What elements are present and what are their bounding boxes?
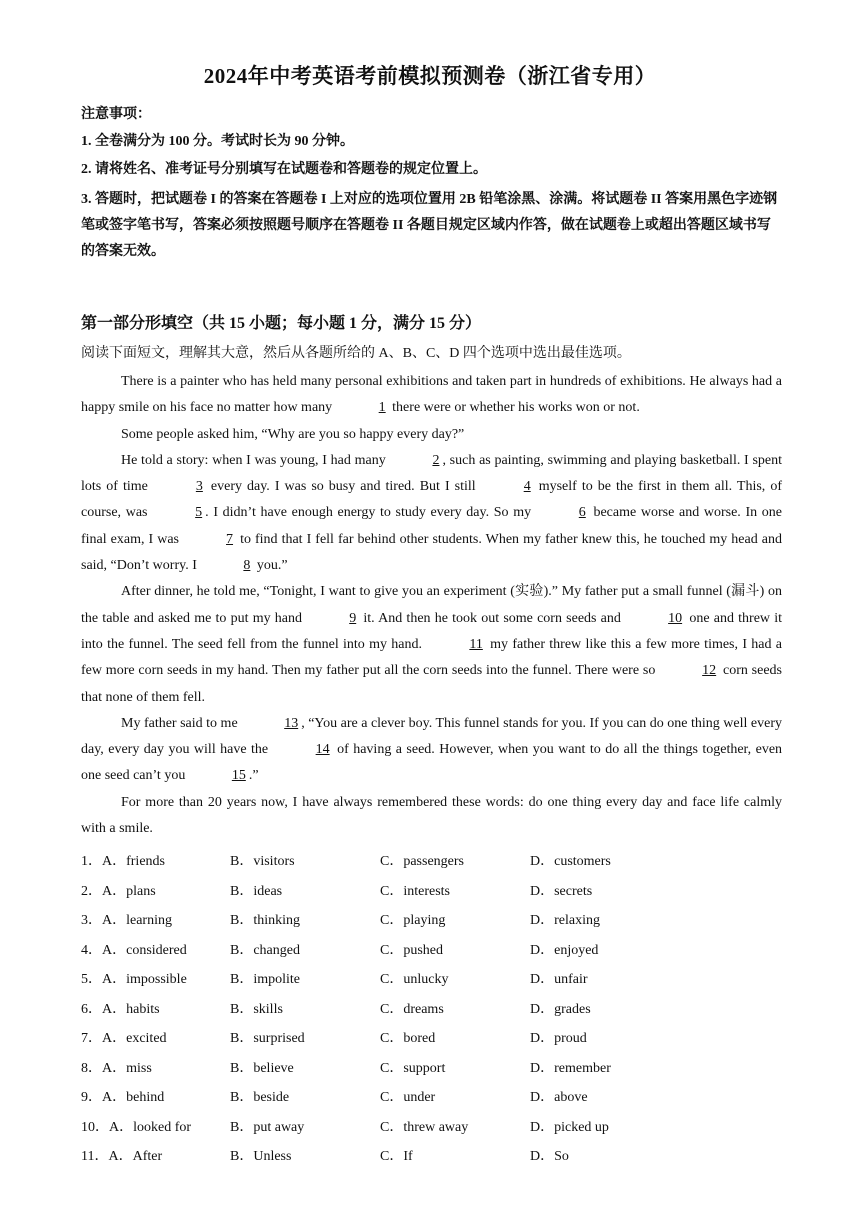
blank-15: 15 bbox=[231, 768, 246, 784]
option-c[interactable]: C．playing bbox=[380, 913, 446, 928]
option-b[interactable]: B．believe bbox=[230, 1060, 294, 1076]
passage-text: There is a painter who has held many personal exhibitions and taken part in hundreds of exhibitions. He always had a happy smile on his face no matter how many bbox=[81, 374, 782, 416]
question-row bbox=[81, 936, 781, 966]
option-a[interactable]: A．miss bbox=[102, 1060, 152, 1076]
question-row bbox=[81, 1024, 781, 1054]
option-a[interactable]: A．After bbox=[108, 1149, 163, 1164]
passage-text: you.” bbox=[256, 558, 288, 574]
option-a[interactable]: A．considered bbox=[102, 942, 187, 958]
option-a[interactable]: A．habits bbox=[102, 1001, 160, 1017]
question-row bbox=[81, 1113, 781, 1143]
option-b[interactable]: B．skills bbox=[230, 1001, 283, 1017]
question-row bbox=[81, 906, 781, 936]
blank-11: 11 bbox=[469, 636, 483, 652]
option-a[interactable]: A．impossible bbox=[102, 972, 187, 987]
passage-text: became worse and worse. In one final exam, I was bbox=[81, 505, 783, 547]
option-d[interactable]: D．enjoyed bbox=[530, 942, 599, 958]
option-b[interactable]: B．visitors bbox=[230, 854, 295, 869]
option-d[interactable]: D．above bbox=[530, 1090, 588, 1105]
option-a[interactable]: A．looked for bbox=[109, 1119, 192, 1135]
question-row bbox=[81, 1083, 781, 1113]
passage-text: it. And then he took out some corn seeds and bbox=[363, 610, 621, 626]
blank-2: 2 bbox=[432, 452, 440, 468]
question-row bbox=[81, 847, 781, 877]
passage-text: my father threw like this a few more times, I had a few more corn seeds in my hand. Then my father put all the corn seeds into the funnel. There were so bbox=[81, 636, 783, 679]
question-number: 11． bbox=[81, 1149, 109, 1164]
option-b[interactable]: B．put away bbox=[230, 1119, 305, 1135]
passage-paragraph-2: Some people asked him, “Why are you so happy every day?” bbox=[121, 426, 465, 442]
blank-3: 3 bbox=[195, 479, 203, 495]
question-number: 8． bbox=[81, 1060, 102, 1076]
option-d[interactable]: D．relaxing bbox=[530, 913, 600, 928]
passage-paragraph-6: For more than 20 years now, I have always remembered these words: do one thing every day and face life calmly with a smile. bbox=[81, 794, 782, 837]
option-c[interactable]: C．pushed bbox=[380, 942, 443, 958]
option-a[interactable]: A．plans bbox=[102, 883, 156, 899]
option-b[interactable]: B．ideas bbox=[230, 883, 283, 899]
option-d[interactable]: D．grades bbox=[530, 1001, 591, 1017]
option-d[interactable]: D．customers bbox=[530, 854, 611, 869]
passage-text: , such as painting, swimming and playing basketball. I spent lots of time bbox=[81, 452, 782, 495]
passage-text: He told a story: when I was young, I had many bbox=[121, 452, 386, 468]
passage-text: After dinner, he told me, “Tonight, I want to give you an experiment (实验).” My father put a small funnel (漏斗) on the table and asked me to put my hand bbox=[81, 584, 782, 626]
cloze-passage bbox=[81, 369, 782, 842]
option-b[interactable]: B．Unless bbox=[230, 1149, 292, 1164]
question-number: 3． bbox=[81, 913, 102, 928]
option-b[interactable]: B．beside bbox=[230, 1090, 290, 1105]
notice-item-3: 3. 答题时，把试题卷 I 的答案在答题卷 I 上对应的选项位置用 2B 铅笔涂黑、涂满。将试题卷 II 答案用黑色字迹钢笔或签字笔书写，答案必须按照题号顺序在答题卷 II 各题目规定区域内作答，做在试题卷上或超出答题区域书写的答案无效。 bbox=[81, 192, 778, 259]
option-a[interactable]: A．behind bbox=[102, 1090, 165, 1105]
option-c[interactable]: C．under bbox=[380, 1090, 436, 1105]
option-c[interactable]: C．If bbox=[380, 1149, 413, 1164]
passage-paragraph-1 bbox=[81, 369, 782, 422]
question-row bbox=[81, 995, 781, 1025]
passage-text: .” bbox=[248, 768, 259, 784]
question-row bbox=[81, 1142, 781, 1172]
option-d[interactable]: D．remember bbox=[530, 1060, 611, 1076]
section-instruction: 阅读下面短文，理解其大意，然后从各题所给的 A、B、C、D 四个选项中选出最佳选项。 bbox=[81, 346, 631, 361]
blank-9: 9 bbox=[349, 610, 357, 626]
option-b[interactable]: B．surprised bbox=[230, 1031, 305, 1046]
option-c[interactable]: C．bored bbox=[380, 1031, 436, 1046]
option-a[interactable]: A．excited bbox=[102, 1031, 167, 1046]
passage-text: to find that I fell far behind other students. When my father knew this, he touched my head and said, “Don’t worry. I bbox=[81, 531, 782, 574]
option-d[interactable]: D．picked up bbox=[530, 1119, 609, 1135]
blank-6: 6 bbox=[578, 505, 586, 521]
option-c[interactable]: C．interests bbox=[380, 883, 450, 899]
question-number: 5． bbox=[81, 972, 102, 987]
passage-paragraph-5 bbox=[81, 711, 782, 790]
passage-text: one and threw it into the funnel. The seed fell from the funnel into my hand. bbox=[81, 610, 782, 652]
passage-text: every day. I was so busy and tired. But I still bbox=[210, 479, 476, 495]
question-number: 10． bbox=[81, 1119, 109, 1135]
blank-1: 1 bbox=[378, 400, 386, 416]
option-d[interactable]: D．unfair bbox=[530, 972, 588, 987]
passage-text: of having a seed. However, when you want to do all the things together, even one seed can’t you bbox=[81, 742, 783, 784]
option-a[interactable]: A．friends bbox=[102, 854, 165, 869]
passage-paragraph-4 bbox=[81, 579, 782, 710]
blank-14: 14 bbox=[315, 742, 330, 758]
blank-13: 13 bbox=[284, 715, 299, 731]
option-b[interactable]: B．thinking bbox=[230, 913, 301, 928]
option-b[interactable]: B．changed bbox=[230, 942, 300, 958]
option-a[interactable]: A．learning bbox=[102, 913, 172, 928]
passage-text: there were or whether his works won or not. bbox=[392, 400, 640, 416]
option-c[interactable]: C．support bbox=[380, 1060, 446, 1076]
notice-item-1: 1. 全卷满分为 100 分。考试时长为 90 分钟。 bbox=[81, 134, 354, 149]
question-number: 6． bbox=[81, 1001, 102, 1017]
page-title: 2024年中考英语考前模拟预测卷（浙江省专用） bbox=[203, 64, 657, 88]
question-number: 2． bbox=[81, 883, 102, 899]
question-row bbox=[81, 1054, 781, 1084]
blank-12: 12 bbox=[702, 663, 717, 679]
question-number: 1． bbox=[81, 854, 102, 869]
option-c[interactable]: C．threw away bbox=[380, 1119, 469, 1135]
blank-4: 4 bbox=[523, 479, 531, 495]
passage-text: myself to be the first in them all. This, of course, was bbox=[81, 479, 782, 521]
blank-5: 5 bbox=[195, 505, 203, 521]
section-title: 第一部分形填空（共 15 小题；每小题 1 分，满分 15 分） bbox=[81, 315, 482, 332]
question-number: 7． bbox=[81, 1031, 102, 1046]
blank-10: 10 bbox=[668, 610, 683, 626]
question-row bbox=[81, 877, 781, 907]
option-b[interactable]: B．impolite bbox=[230, 972, 300, 987]
passage-text: . I didn’t have enough energy to study every day. So my bbox=[205, 505, 532, 521]
option-c[interactable]: C．unlucky bbox=[380, 972, 449, 987]
passage-text: corn seeds that none of them fell. bbox=[81, 663, 783, 705]
option-c[interactable]: C．dreams bbox=[380, 1001, 444, 1017]
option-d[interactable]: D．secrets bbox=[530, 883, 593, 899]
option-d[interactable]: D．proud bbox=[530, 1031, 587, 1046]
question-row bbox=[81, 965, 781, 995]
question-number: 4． bbox=[81, 942, 102, 958]
passage-text: My father said to me bbox=[121, 715, 238, 731]
blank-8: 8 bbox=[243, 558, 251, 574]
blank-7: 7 bbox=[226, 531, 234, 547]
passage-text: , “You are a clever boy. This funnel stands for you. If you can do one thing well every day, every day you will have the bbox=[81, 715, 782, 758]
notice-item-2: 2. 请将姓名、准考证号分别填写在试题卷和答题卷的规定位置上。 bbox=[81, 162, 487, 177]
option-c[interactable]: C．passengers bbox=[380, 854, 464, 869]
option-d[interactable]: D．So bbox=[530, 1149, 569, 1164]
question-options bbox=[81, 847, 781, 1172]
question-number: 9． bbox=[81, 1090, 102, 1105]
passage-paragraph-3 bbox=[81, 448, 782, 579]
notice-heading: 注意事项： bbox=[81, 107, 151, 122]
